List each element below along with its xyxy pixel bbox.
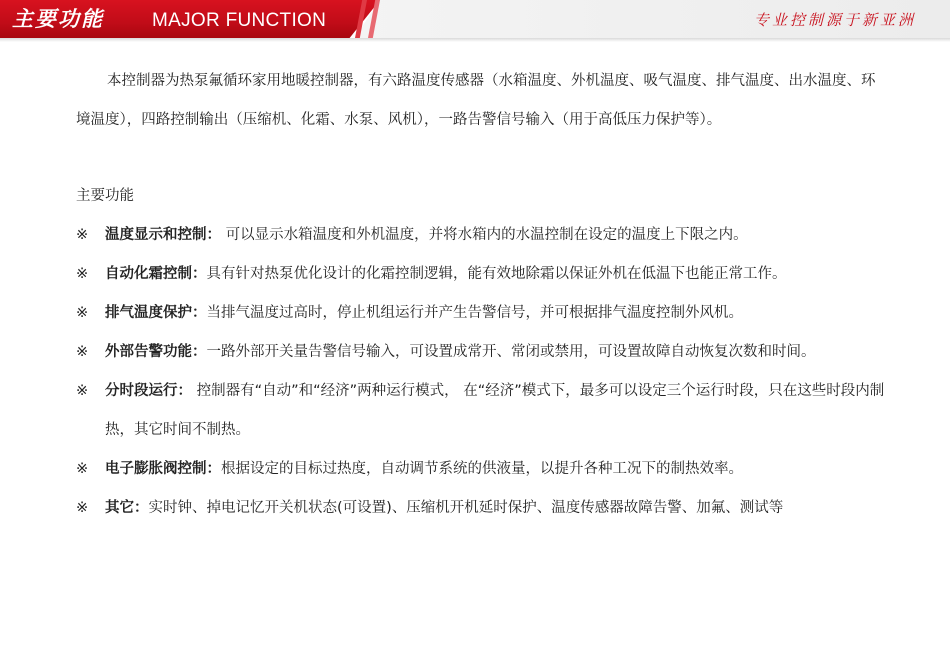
reference-mark: ※ — [76, 344, 89, 360]
feature-text: 控制器有“自动”和“经济”两种运行模式， 在“经济”模式下，最多可以设定三个运行时段，只在这些时段内制热，其它时间不制热。 — [105, 383, 885, 438]
reference-mark: ※ — [76, 266, 89, 282]
feature-label: 自动化霜控制： — [105, 266, 207, 282]
banner-slogan: 专业控制源于新亚洲 — [753, 11, 916, 29]
feature-item — [76, 489, 886, 528]
feature-item — [76, 372, 886, 450]
feature-text: 可以显示水箱温度和外机温度，并将水箱内的水温控制在设定的温度上下限之内。 — [221, 227, 748, 243]
feature-item — [76, 333, 886, 372]
feature-item — [76, 255, 886, 294]
section-title: 主要功能 — [76, 188, 134, 204]
feature-label: 排气温度保护： — [105, 305, 207, 321]
banner-shadow — [0, 38, 950, 42]
header-banner — [0, 0, 950, 42]
banner-title-cn: 主要功能 — [12, 6, 104, 31]
feature-label: 其它： — [105, 500, 149, 516]
reference-mark: ※ — [76, 227, 89, 243]
main-content — [76, 62, 886, 528]
feature-label: 温度显示和控制： — [105, 227, 221, 243]
reference-mark: ※ — [76, 383, 89, 399]
feature-item — [76, 294, 886, 333]
feature-text: 当排气温度过高时，停止机组运行并产生告警信号，并可根据排气温度控制外风机。 — [206, 305, 743, 321]
feature-text: 一路外部开关量告警信号输入，可设置成常开、常闭或禁用，可设置故障自动恢复次数和时间。 — [206, 344, 816, 360]
feature-text: 实时钟、掉电记忆开关机状态(可设置)、压缩机开机延时保护、温度传感器故障告警、加氟、测试等 — [148, 500, 784, 516]
feature-item — [76, 450, 886, 489]
feature-text: 具有针对热泵优化设计的化霜控制逻辑，能有效地除霜以保证外机在低温下也能正常工作。 — [206, 266, 787, 282]
feature-label: 外部告警功能： — [105, 344, 207, 360]
feature-label: 分时段运行： — [105, 383, 192, 399]
intro-paragraph: 本控制器为热泵氟循环家用地暖控制器，有六路温度传感器（水箱温度、外机温度、吸气温度、排气温度、出水温度、环境温度），四路控制输出（压缩机、化霜、水泵、风机），一路告警信号输入（用于高低压力保护等）。 — [76, 73, 876, 128]
feature-item — [76, 216, 886, 255]
reference-mark: ※ — [76, 500, 89, 516]
banner-title-en: MAJOR FUNCTION — [152, 10, 327, 31]
reference-mark: ※ — [76, 305, 89, 321]
feature-label: 电子膨胀阀控制： — [105, 461, 221, 477]
reference-mark: ※ — [76, 461, 89, 477]
feature-text: 根据设定的目标过热度，自动调节系统的供液量，以提升各种工况下的制热效率。 — [221, 461, 743, 477]
